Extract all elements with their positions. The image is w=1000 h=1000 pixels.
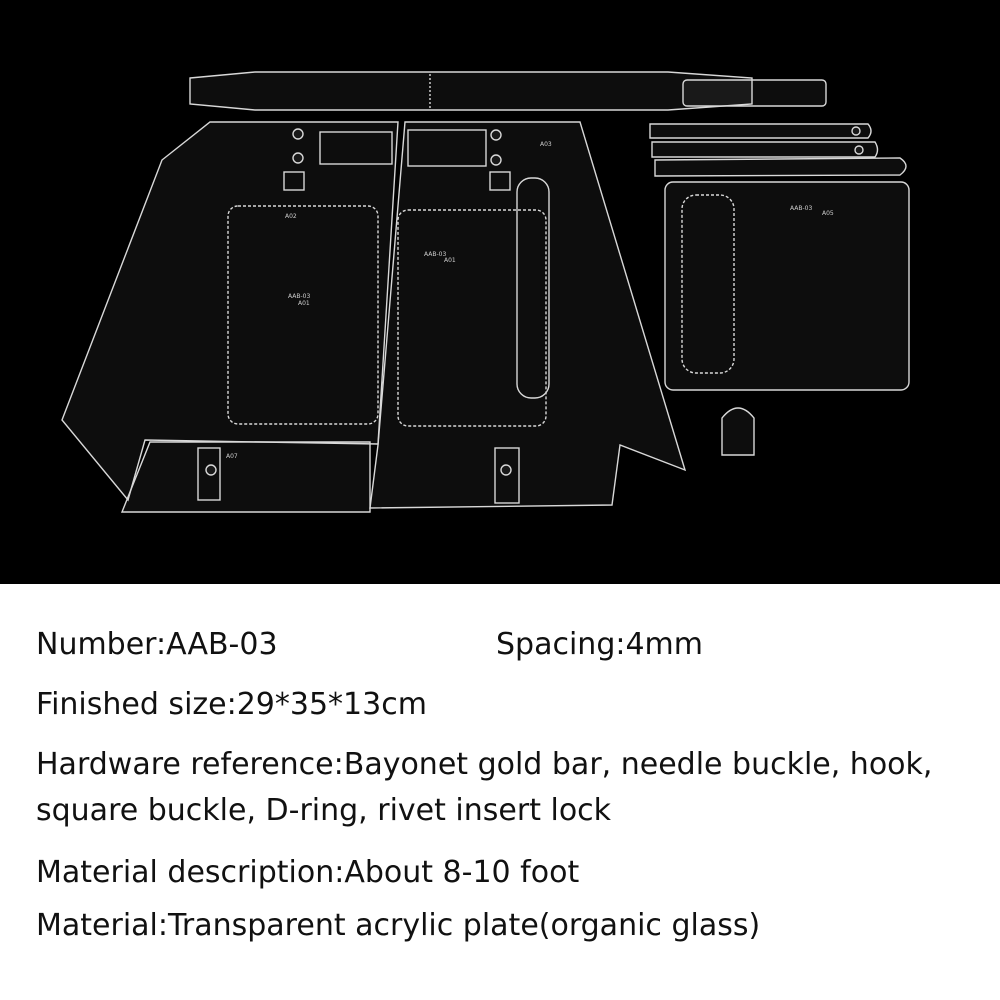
label-a01-left: A01 bbox=[298, 300, 310, 307]
small-strap-2 bbox=[650, 124, 871, 138]
label-a01-right: A01 bbox=[444, 257, 456, 264]
small-tab bbox=[722, 408, 754, 455]
spacing-label: Spacing:4mm bbox=[496, 627, 703, 662]
base-panel bbox=[122, 442, 370, 512]
label-aab03-pocket: AAB-03 bbox=[790, 205, 813, 212]
number-label: Number:AAB-03 bbox=[36, 627, 278, 662]
hardware-reference-line1: Hardware reference:Bayonet gold bar, needle buckle, hook, bbox=[36, 747, 933, 782]
material-description-label: Material description:About 8-10 foot bbox=[36, 855, 580, 890]
label-a02: A02 bbox=[285, 213, 297, 220]
pocket-panel bbox=[665, 182, 909, 390]
label-aab03-left: AAB-03 bbox=[288, 293, 311, 300]
top-strap-piece bbox=[190, 72, 752, 110]
label-a07: A07 bbox=[226, 453, 238, 460]
body-panel-right bbox=[370, 122, 685, 508]
spec-section bbox=[0, 584, 1000, 1000]
label-a03: A03 bbox=[540, 141, 552, 148]
hardware-reference-line2: square buckle, D-ring, rivet insert lock bbox=[36, 793, 612, 828]
finished-size-label: Finished size:29*35*13cm bbox=[36, 687, 427, 722]
material-label: Material:Transparent acrylic plate(organic glass) bbox=[36, 908, 761, 943]
label-a05: A05 bbox=[822, 210, 834, 217]
small-strap-4 bbox=[655, 158, 906, 176]
small-strap-3 bbox=[652, 142, 878, 157]
small-strap-1 bbox=[683, 80, 826, 106]
label-aab03-right: AAB-03 bbox=[424, 251, 447, 258]
